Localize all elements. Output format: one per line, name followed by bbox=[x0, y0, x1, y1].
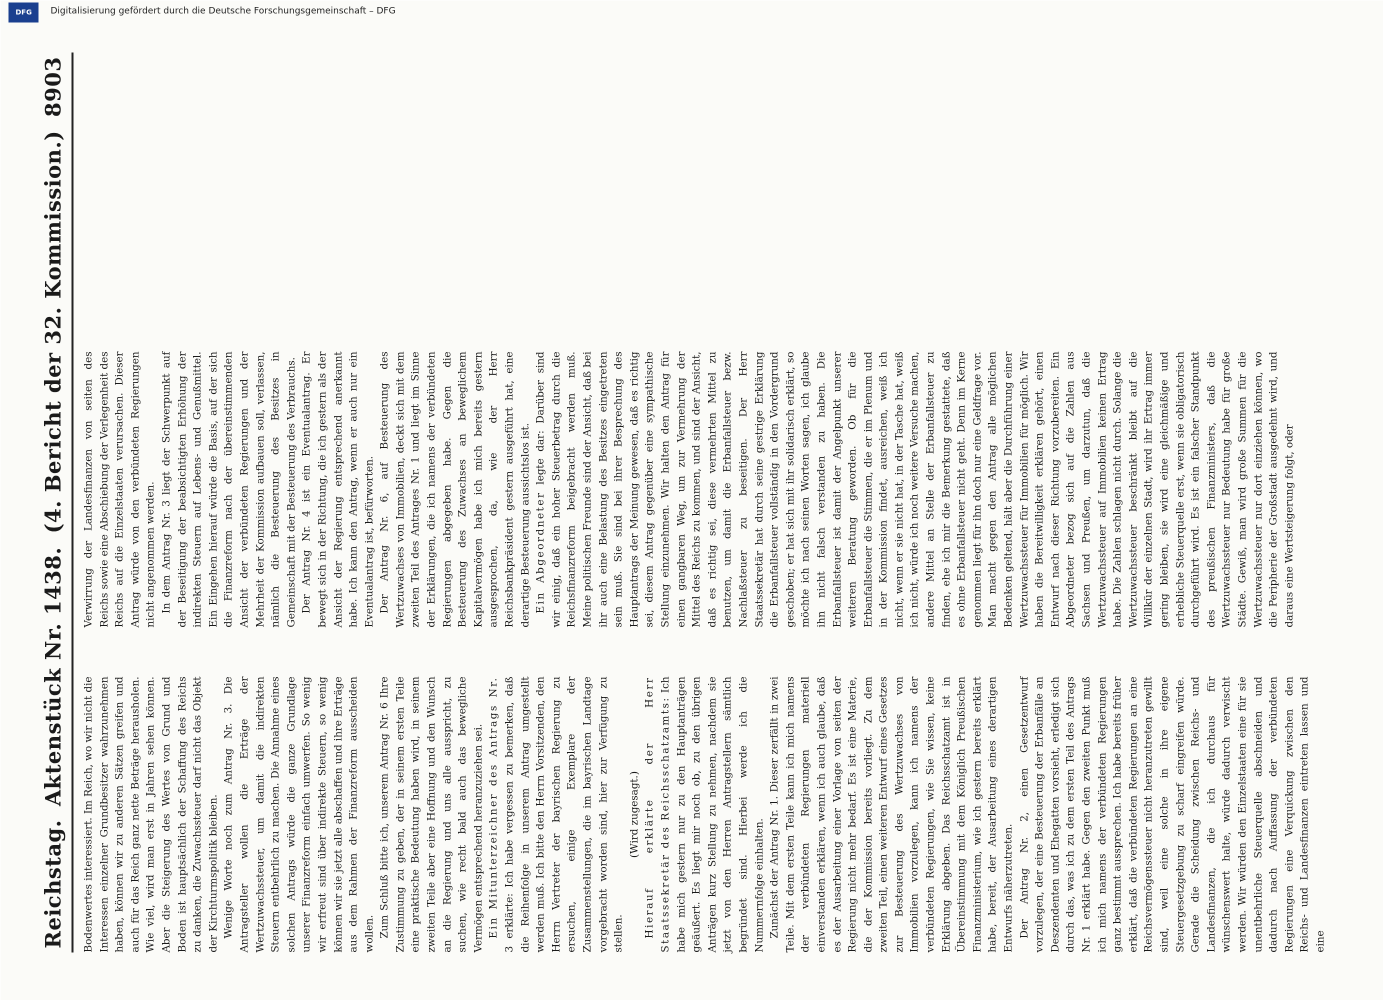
paragraph: Bodenwertes interessiert. Im Reich, wo wir nicht die Interessen einzelner Grundbesitzer wahrzunehmen haben, können wir zu anderen Sätzen greifen und auch für das Reich ganz nette Beträge herausholen. Wie viel, wird man erst in Jahren sehen können. Aber die Steigerung des Wertes von Grund und Boden ist hauptsächlich der Schaffung des Reichs zu danken, die Zuwachssteuer darf nicht das Objekt der Kirchturmspolitik bleiben. bbox=[82, 676, 219, 952]
paragraph: Zunächst der Antrag Nr. 1. Dieser zerfällt in zwei Teile. Mit dem ersten Teile kann ich mich namens der verbündeten Regierungen materiell einverstanden erklären, wenn ich auch glaube, daß es der Ausarbeitung einer Vorlage von seiten der Regierung nicht mehr bedarf. Es ist eine Materie, die der Kommission bereits vorliegt. Zu dem zweiten Teil, einen weiteren Entwurf eines Gesetzes zur Besteuerung des Wertzuwachses von Immobilien vorzulegen, kann ich namens der verbündeten Regierungen, wie Sie wissen, keine Erklärung abgeben. Das Reichsschatzamt ist in Übereinstimmung mit dem Königlich Preußischen Finanzministerium, wie ich gestern bereits erklärt habe, bereit, der Ausarbeitung eines derartigen Entwurfs näherzutreten. bbox=[768, 676, 1015, 952]
paragraph bbox=[533, 351, 1297, 627]
paragraph-text: Ich habe mich gestern nur zu den Hauptanträgen geäußert. Es liegt mir noch ob, zu den übrigen Anträgen kurz Stellung zu nehmen, nachdem sie jetzt von den Herren Antragstellern sämtlich begründet sind. Hierbei werde ich die Nummernfolge einhalten. bbox=[658, 676, 765, 952]
header-left: Reichstag. bbox=[40, 819, 65, 948]
dfg-logo: DFG bbox=[8, 2, 38, 22]
text-columns bbox=[81, 52, 1326, 952]
paragraph: Der Antrag Nr. 6, auf Besteuerung des Wertzuwachses von Immobilien, deckt sich mit dem zweiten Teil des Antrages Nr. 1 und liegt im Sinne der Erklärungen, die ich namens der verbündeten Regierungen abgegeben habe. Gegen die Besteuerung des Zuwachses an beweglichem Kapitalvermögen habe ich mich bereits gestern ausgesprochen, da, wie der Herr Reichsbankpräsident gestern ausgeführt hat, eine derartige Besteuerung aussichtslos ist. bbox=[378, 351, 531, 627]
page-number: 8903 bbox=[40, 56, 65, 117]
page-content bbox=[40, 52, 1326, 952]
paragraph-note: (Wird zugesagt.) bbox=[627, 770, 640, 858]
paragraph: Der Antrag Nr. 4 ist ein Eventualantrag. Er bewegt sich in der Richtung, die ich gestern als der Ansicht der Regierung entsprechend anerkannt habe. Ich kann den Antrag, wenn er auch nur ein Eventualantrag ist, befürworten. bbox=[300, 351, 375, 627]
header-center: Aktenstück Nr. 1438. bbox=[40, 546, 65, 806]
speaker: Ein Mitunterzeichner des Antrags Nr. 3 bbox=[487, 676, 516, 952]
paragraph-text: legte dar: Darüber sind wir einig, daß ein hoher Steuerbetrag durch die Reichsfinanzreform beigebracht werden muß. Meine politischen Freunde sind der Ansicht, daß bei ihr auch eine Belastung des Besitzes eingetreten sein muß. Sie sind bei ihrer Besprechung des Hauptantrags der Meinung gewesen, daß es richtig sei, diesem Antrag gegenüber eine sympathische Stellung einzunehmen. Wir halten den Antrag für einen gangbaren Weg, um zur Vermehrung der Mittel des Reichs zu kommen, und sind der Ansicht, daß es richtig sei, diese vermehrten Mittel zu benutzen, um damit die Erbanfallsteuer bezw. Nachlaßsteuer zu beseitigen. Der Herr Staatssekretär hat durch seine gestrige Erklärung die Erbanfallsteuer vollständig in den Vordergrund geschoben; er hat sich mit ihr solidarisch erklärt, so möchte ich nach seinen Worten sagen, ich glaube ihn nicht falsch verstanden zu haben. Die Erbanfallsteuer ist damit der Angelpunkt unserer weiteren Beratung geworden. Ob für die Erbanfallsteuer die Stimmen, die er im Plenum und in der Kommission findet, ausreichen, weiß ich nicht, wenn er sie nicht hat, in der Tasche hat, weiß ich nicht, würde ich noch weitere Versuche machen, andere Mittel an Stelle der Erbanfallsteuer zu finden, ehe ich mir die Bemerkung gestattete, daß es ohne Erbanfallsteuer nicht geht. Denn im Kerne genommen liegt für ihn doch nur eine Geldfrage vor. Man macht gegen den Antrag alle möglichen Bedenken geltend, hält aber die Durchführung einer Wertzuwachssteuer für Immobilien für möglich. Wir haben die Bereitwilligkeit erklären gehört, einen Entwurf nach dieser Richtung vorzubereiten. Ein Abgeordneter bezog sich auf die Zahlen aus Sachsen und Preußen, um darzutun, daß die Wertzuwachssteuer auf Immobilien keinen Ertrag habe. Die Zahlen schlagen nicht durch. Solange die Wertzuwachssteuer beschränkt bleibt auf die Willkür der einzelnen Stadt, wird ihr Ertrag immer gering bleiben, sie wird eine gleichmäßige und erhebliche Steuerquelle erst, wenn sie obligatorisch durchgeführt wird. Es ist ein falscher Standpunkt des preußischen Finanzministers, daß die Wertzuwachssteuer nur Bedeutung habe für große Städte. Gewiß, man wird große Summen für die Wertzuwachssteuer nur dort einziehen können, wo die Peripherie der Großstadt ausgedehnt wird, und daraus eine Wertsteigerung folgt, oder bbox=[534, 351, 1295, 627]
column-middle bbox=[81, 351, 1295, 627]
digitization-note: Digitalisierung gefördert durch die Deutsche Forschungsgemeinschaft – DFG bbox=[50, 6, 396, 16]
paragraph bbox=[486, 676, 626, 952]
paragraph: Verwirrung der Landesfinanzen von seiten des Reichs sowie eine Abschiebung der Verlegenheit des Reichs auf die Einzelstaaten verursachen. Dieser Antrag würde von den verbündeten Regierungen nicht angenommen werden. bbox=[82, 351, 157, 627]
speaker: Hierauf erklärte der Herr Staatssekretär des Reichsschatzamts: bbox=[643, 676, 671, 952]
column-right bbox=[81, 52, 1261, 302]
paragraph: In dem Antrag Nr. 3 liegt der Schwerpunkt auf der Beseitigung der beabsichtigten Erhöhung der indirekten Steuern auf Lebens- und Genußmittel. Ein Eingehen hierauf würde die Basis, auf der sich die Finanzreform nach der übereinstimmenden Ansicht der verbündeten Regierungen und der Mehrheit der Kommission aufbauen soll, verlassen, nämlich die Besteuerung des Besitzes in Gemeinschaft mit der Besteuerung des Verbrauchs. bbox=[159, 351, 297, 627]
page-header bbox=[40, 52, 71, 952]
paragraph: Der Antrag Nr. 2, einen Gesetzentwurf vorzulegen, der eine Besteuerung der Erbanfälle an Deszendenten und Ehegatten vorsieht, erledigt sich durch das, was ich zu dem ersten Teil des Antrags Nr. 1 erklärt habe. Gegen den zweiten Punkt muß ich mich namens der verbündeten Regierungen ganz bestimmt aussprechen. Ich habe bereits früher erklärt, daß die verbündeten Regierungen an eine Reichsvermögenssteuer nicht heranzutreten gewillt sind, weil eine solche in ihre eigene Steuergesetzgebung zu scharf eingreifen würde. Gerade die Scheidung zwischen Reichs- und Landesfinanzen, die ich durchaus für wünschenswert halte, würde dadurch verwischt werden. Wir würden den Einzelstaaten eine für sie unentbehrliche Steuerquelle abschneiden und dadurch nach Auffassung der verbündeten Regierungen eine Verquickung zwischen den Reichs- und Landesfinanzen eintreten lassen und eine bbox=[1017, 676, 1326, 952]
column-left bbox=[81, 676, 1326, 952]
paragraph-text: erklärte: Ich habe vergessen zu bemerken, daß die Reihenfolge in unserem Antrag umgestellt werden muß. Ich bitte den Herrn Vorsitzenden, den Herrn Vertreter der bayrischen Regierung zu ersuchen, einige Exemplare der Zusammenstellungen, die im bayrischen Landtage vorgebracht worden sind, hier zur Verfügung zu stellen. bbox=[503, 676, 625, 952]
header-right-title: (4. Bericht der 32. Kommission.) bbox=[40, 129, 65, 533]
paragraph bbox=[642, 676, 767, 952]
header-rule bbox=[71, 52, 73, 952]
paragraph: Wenige Worte noch zum Antrag Nr. 3. Die Antragsteller wollen die Erträge der Wertzuwachssteuer, um damit die indirekten Steuern entbehrlich zu machen. Die Annahme eines solchen Antrags würde die ganze Grundlage unserer Finanzreform einfach umwerfen. So wenig wir erfreut sind über indirekte Steuern, so wenig können wir sie jetzt alle abschaffen und ihre Erträge aus dem Rahmen der Finanzreform ausscheiden wollen. bbox=[222, 676, 375, 952]
paragraph: Zum Schluß bitte ich, unserem Antrag Nr. 6 Ihre Zustimmung zu geben, der in seinem ersten Teile eine praktische Bedeutung haben wird, in seinem zweiten Teile aber eine Hoffnung und den Wunsch an die Regierung und uns alle ausspricht, zu suchen, wie recht bald auch das bewegliche Vermögen entsprechend heranzuziehen sei. bbox=[378, 676, 484, 952]
speaker: Ein Abgeordneter bbox=[534, 490, 547, 613]
